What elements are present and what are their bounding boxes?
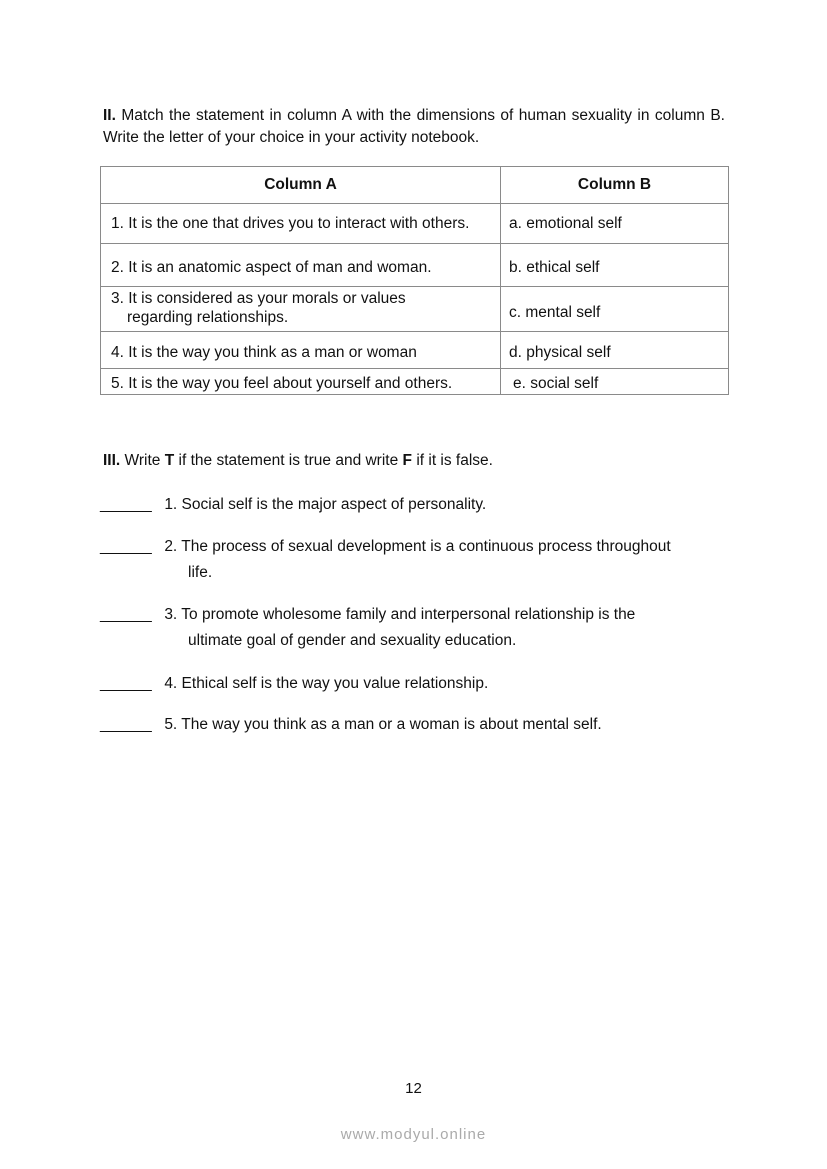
tf-item [100, 534, 671, 586]
text: T [164, 452, 175, 469]
dimension: a. emotional self [501, 204, 729, 244]
instruction-text: Match the statement in column A with the dimensions of human sexuality in column B. Write the letter of your choice in your activity notebook. [103, 107, 725, 146]
column-b-header: Column B [501, 167, 729, 204]
text: if it is false. [416, 452, 493, 469]
item-text: 1. Social self is the major aspect of personality. [164, 496, 487, 513]
text: F [402, 452, 412, 469]
section-3-instructions [103, 452, 493, 470]
item-text: 3. To promote wholesome family and interpersonal relationship is the [164, 606, 636, 623]
statement [101, 287, 501, 332]
statement-line: 3. It is considered as your morals or values [111, 290, 406, 307]
item-text: 2. The process of sexual development is a continuous process throughout [164, 538, 671, 555]
answer-blank[interactable]: ______ [100, 716, 152, 733]
answer-blank[interactable]: ______ [100, 675, 152, 692]
matching-table [100, 166, 729, 395]
column-a-header: Column A [101, 167, 501, 204]
text: if the statement is true and write [178, 452, 399, 469]
statement: 4. It is the way you think as a man or woman [101, 332, 501, 369]
answer-blank[interactable]: ______ [100, 538, 152, 555]
item-text: life. [188, 564, 213, 581]
item-text: 4. Ethical self is the way you value relationship. [164, 675, 489, 692]
text: Write [124, 452, 161, 469]
tf-item [100, 671, 488, 697]
tf-item [100, 492, 486, 518]
section-number: II. [103, 107, 116, 124]
table-row [101, 244, 729, 287]
table-row [101, 204, 729, 244]
statement-line: regarding relationships. [127, 309, 289, 326]
dimension: b. ethical self [501, 244, 729, 287]
item-text: 5. The way you think as a man or a woman is about mental self. [164, 716, 602, 733]
statement: 2. It is an anatomic aspect of man and woman. [101, 244, 501, 287]
tf-item [100, 712, 602, 738]
section-2-instructions [103, 105, 725, 149]
watermark: www.modyul.online [340, 1126, 487, 1143]
table-row [101, 369, 729, 395]
section-number: III. [103, 452, 121, 469]
answer-blank[interactable]: ______ [100, 606, 152, 623]
table-row [101, 332, 729, 369]
dimension: e. social self [501, 369, 729, 395]
item-text: ultimate goal of gender and sexuality education. [188, 632, 517, 649]
table-header [101, 167, 729, 204]
statement: 5. It is the way you feel about yourself and others. [101, 369, 501, 395]
dimension: d. physical self [501, 332, 729, 369]
answer-blank[interactable]: ______ [100, 496, 152, 513]
statement: 1. It is the one that drives you to interact with others. [101, 204, 501, 244]
page-number: 12 [405, 1080, 422, 1097]
table-row [101, 287, 729, 332]
dimension: c. mental self [501, 287, 729, 332]
tf-item [100, 602, 635, 654]
